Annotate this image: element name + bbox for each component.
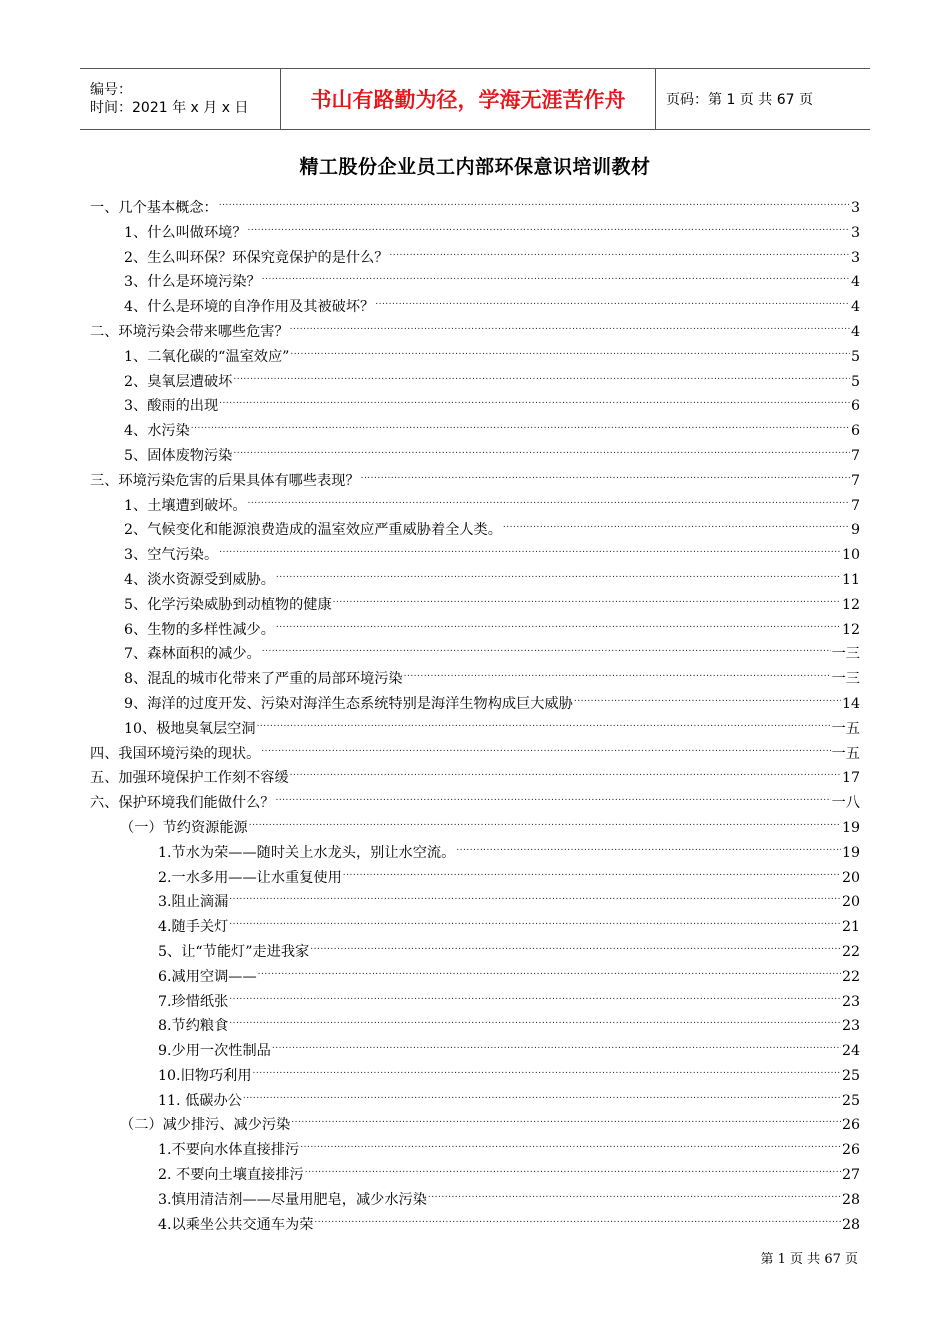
toc-entry-page: 22 xyxy=(841,943,860,960)
toc-leader-dots xyxy=(219,188,850,212)
toc-entry[interactable] xyxy=(90,411,860,440)
toc-entry-text: 六、保护环境我们能做什么？ xyxy=(90,795,275,812)
toc-entry-text: （二）减少排污、减少污染 xyxy=(120,1117,291,1134)
toc-leader-dots xyxy=(305,1155,841,1179)
toc-entry-page: 6 xyxy=(850,398,860,415)
toc-entry-page: 一五 xyxy=(831,745,860,762)
toc-entry-text: 二、环境污染会带来哪些危害？ xyxy=(90,323,289,340)
toc-leader-dots xyxy=(300,1130,841,1154)
toc-entry-text: 一、几个基本概念： xyxy=(90,200,218,216)
toc-entry-text: 2.一水多用——让水重复使用 xyxy=(158,869,342,886)
toc-entry-page: 19 xyxy=(841,819,860,836)
toc-entry-text: 10、极地臭氧层空洞 xyxy=(124,720,256,737)
table-of-contents xyxy=(90,188,860,1233)
toc-entry-text: 3、空气污染。 xyxy=(124,547,219,564)
toc-entry-text: 5、固体废物污染 xyxy=(124,447,233,464)
toc-entry-text: 5、化学污染威胁到动植物的健康 xyxy=(124,596,332,613)
toc-entry-page: 11 xyxy=(841,571,860,588)
toc-entry-page: 3 xyxy=(850,249,860,266)
toc-leader-dots xyxy=(248,486,850,510)
toc-entry-text: 四、我国环境污染的现状。 xyxy=(90,745,261,762)
toc-entry-text: 6.减用空调—— xyxy=(158,968,257,985)
toc-leader-dots xyxy=(219,535,841,559)
toc-leader-dots xyxy=(276,560,841,584)
toc-entry-text: 三、环境污染危害的后果具体有哪些表现？ xyxy=(90,472,360,489)
toc-leader-dots xyxy=(249,808,841,832)
header-meta xyxy=(80,69,280,129)
toc-leader-dots xyxy=(243,1081,841,1105)
toc-entry-page: 23 xyxy=(841,993,860,1010)
toc-entry-page: 25 xyxy=(841,1067,860,1084)
toc-entry-page: 12 xyxy=(841,596,860,613)
toc-entry-text: 7.珍惜纸张 xyxy=(158,993,229,1010)
toc-leader-dots xyxy=(290,758,841,782)
toc-entry-text: 9、海洋的过度开发、污染对海洋生态系统特别是海洋生物构成巨大威胁 xyxy=(124,695,573,712)
toc-entry-page: 7 xyxy=(850,472,860,489)
toc-entry-text: 3.慎用清洁剂——尽量用肥皂，减少水污染 xyxy=(158,1191,427,1208)
toc-leader-dots xyxy=(233,362,850,386)
toc-entry-text: 3、酸雨的出现 xyxy=(124,398,219,415)
toc-entry-text: 2、生么叫环保？环保究竟保护的是什么？ xyxy=(124,249,389,266)
toc-leader-dots xyxy=(219,386,850,410)
toc-leader-dots xyxy=(503,510,850,534)
toc-entry-page: 4 xyxy=(850,299,860,316)
toc-entry-text: 1.不要向水体直接排污 xyxy=(158,1142,300,1159)
toc-entry-text: 3.阻止滴漏 xyxy=(158,894,229,911)
toc-entry-page: 17 xyxy=(841,770,860,787)
toc-leader-dots xyxy=(333,585,841,609)
toc-entry-page: 21 xyxy=(841,919,860,936)
toc-entry-page: 28 xyxy=(841,1216,860,1233)
toc-entry-page: 27 xyxy=(841,1167,860,1184)
toc-entry-page: 4 xyxy=(850,323,860,340)
page-footer: 第 1 页 共 67 页 xyxy=(760,1252,858,1267)
toc-entry-text: 2、臭氧层遭破坏 xyxy=(124,373,233,390)
toc-entry-text: 1、什么叫做环境？ xyxy=(124,224,247,241)
toc-entry-page: 一八 xyxy=(831,795,860,812)
toc-entry-page: 一三 xyxy=(831,671,860,688)
toc-entry-text: 1、土壤遭到破坏。 xyxy=(124,497,247,514)
toc-leader-dots xyxy=(262,634,831,658)
toc-entry-page: 23 xyxy=(841,1018,860,1035)
toc-entry-page: 22 xyxy=(841,968,860,985)
toc-entry-page: 7 xyxy=(850,447,860,464)
toc-leader-dots xyxy=(191,411,850,435)
toc-entry-page: 5 xyxy=(850,348,860,365)
toc-leader-dots xyxy=(275,783,830,807)
toc-leader-dots xyxy=(310,932,841,956)
toc-entry-page: 7 xyxy=(850,497,860,514)
toc-leader-dots xyxy=(257,709,831,733)
toc-entry-page: 26 xyxy=(841,1142,860,1159)
toc-leader-dots xyxy=(389,238,850,262)
toc-entry-page: 9 xyxy=(850,522,860,539)
toc-leader-dots xyxy=(261,734,830,758)
toc-entry-text: 3、什么是环境污染？ xyxy=(124,274,261,291)
toc-entry-page: 6 xyxy=(850,423,860,440)
toc-entry-page: 14 xyxy=(841,695,860,712)
toc-entry-page: 26 xyxy=(841,1117,860,1134)
toc-entry-text: 9.少用一次性制品 xyxy=(158,1043,271,1060)
toc-entry-text: 10.旧物巧利用 xyxy=(158,1067,252,1084)
toc-entry-page: 3 xyxy=(850,200,860,216)
code-label: 编号： xyxy=(90,82,132,98)
toc-entry-text: 8.节约粮食 xyxy=(158,1018,229,1035)
toc-leader-dots xyxy=(262,262,850,286)
toc-leader-dots xyxy=(272,1031,841,1055)
toc-entry-page: 一五 xyxy=(831,720,860,737)
page-header xyxy=(80,68,870,130)
toc-leader-dots xyxy=(375,287,850,311)
header-motto xyxy=(280,69,656,129)
toc-leader-dots xyxy=(258,957,841,981)
toc-entry-text: 5、让“节能灯”走进我家 xyxy=(158,943,310,960)
toc-entry-page: 5 xyxy=(850,373,860,390)
toc-entry-page: 24 xyxy=(841,1043,860,1060)
toc-leader-dots xyxy=(428,1180,841,1204)
toc-entry-text: 2. 不要向土壤直接排污 xyxy=(158,1167,304,1184)
toc-entry-page: 3 xyxy=(850,224,860,241)
toc-leader-dots xyxy=(456,833,841,857)
toc-leader-dots xyxy=(276,610,841,634)
toc-entry-page: 12 xyxy=(841,621,860,638)
toc-entry[interactable] xyxy=(90,188,860,216)
toc-leader-dots xyxy=(361,461,850,485)
document-title: 精工股份企业员工内部环保意识培训教材 xyxy=(299,156,651,178)
toc-leader-dots xyxy=(290,312,850,336)
toc-entry-text: 4、什么是环境的自净作用及其被破坏？ xyxy=(124,299,375,316)
toc-leader-dots xyxy=(253,1056,841,1080)
toc-entry-page: 19 xyxy=(841,844,860,861)
toc-entry-text: 11. 低碳办公 xyxy=(158,1092,242,1109)
toc-entry-text: 1.节水为荣——随时关上水龙头，别让水空流。 xyxy=(158,844,456,861)
page-info-text: 页码：第 1 页 共 67 页 xyxy=(666,92,813,108)
toc-leader-dots xyxy=(404,659,831,683)
toc-entry-page: 4 xyxy=(850,274,860,291)
toc-entry-page: 一三 xyxy=(831,646,860,663)
toc-leader-dots xyxy=(233,436,850,460)
toc-leader-dots xyxy=(314,1205,841,1229)
toc-leader-dots xyxy=(229,907,841,931)
toc-leader-dots xyxy=(248,213,850,237)
motto-text: 书山有路勤为径，学海无涯苦作舟 xyxy=(310,88,626,112)
header-page-info xyxy=(656,69,870,129)
toc-entry-page: 28 xyxy=(841,1191,860,1208)
toc-entry-text: 8、混乱的城市化带来了严重的局部环境污染 xyxy=(124,671,403,688)
toc-entry-text: 4.以乘坐公共交通车为荣 xyxy=(158,1216,314,1233)
toc-entry-page: 25 xyxy=(841,1092,860,1109)
toc-entry-text: 4、水污染 xyxy=(124,423,190,440)
toc-leader-dots xyxy=(343,858,841,882)
toc-entry-text: 6、生物的多样性减少。 xyxy=(124,621,275,638)
toc-entry-text: （一）节约资源能源 xyxy=(120,819,248,836)
toc-leader-dots xyxy=(229,1006,841,1030)
toc-entry-page: 20 xyxy=(841,894,860,911)
toc-leader-dots xyxy=(290,337,850,361)
toc-entry-text: 4.随手关灯 xyxy=(158,919,229,936)
toc-entry-text: 五、加强环境保护工作刻不容缓 xyxy=(90,770,289,787)
toc-entry-page: 20 xyxy=(841,869,860,886)
toc-entry-text: 2、气候变化和能源浪费造成的温室效应严重威胁着全人类。 xyxy=(124,522,502,539)
toc-entry-page: 10 xyxy=(841,547,860,564)
time-label: 时间：2021 年 x 月 x 日 xyxy=(90,100,249,116)
toc-leader-dots xyxy=(229,882,841,906)
toc-entry-text: 4、淡水资源受到威胁。 xyxy=(124,571,275,588)
toc-entry-text: 7、森林面积的减少。 xyxy=(124,646,261,663)
toc-leader-dots xyxy=(291,1105,841,1129)
toc-leader-dots xyxy=(229,982,841,1006)
toc-entry-text: 1、二氧化碳的“温室效应” xyxy=(124,348,290,365)
toc-entry[interactable] xyxy=(90,436,860,464)
toc-leader-dots xyxy=(574,684,841,708)
